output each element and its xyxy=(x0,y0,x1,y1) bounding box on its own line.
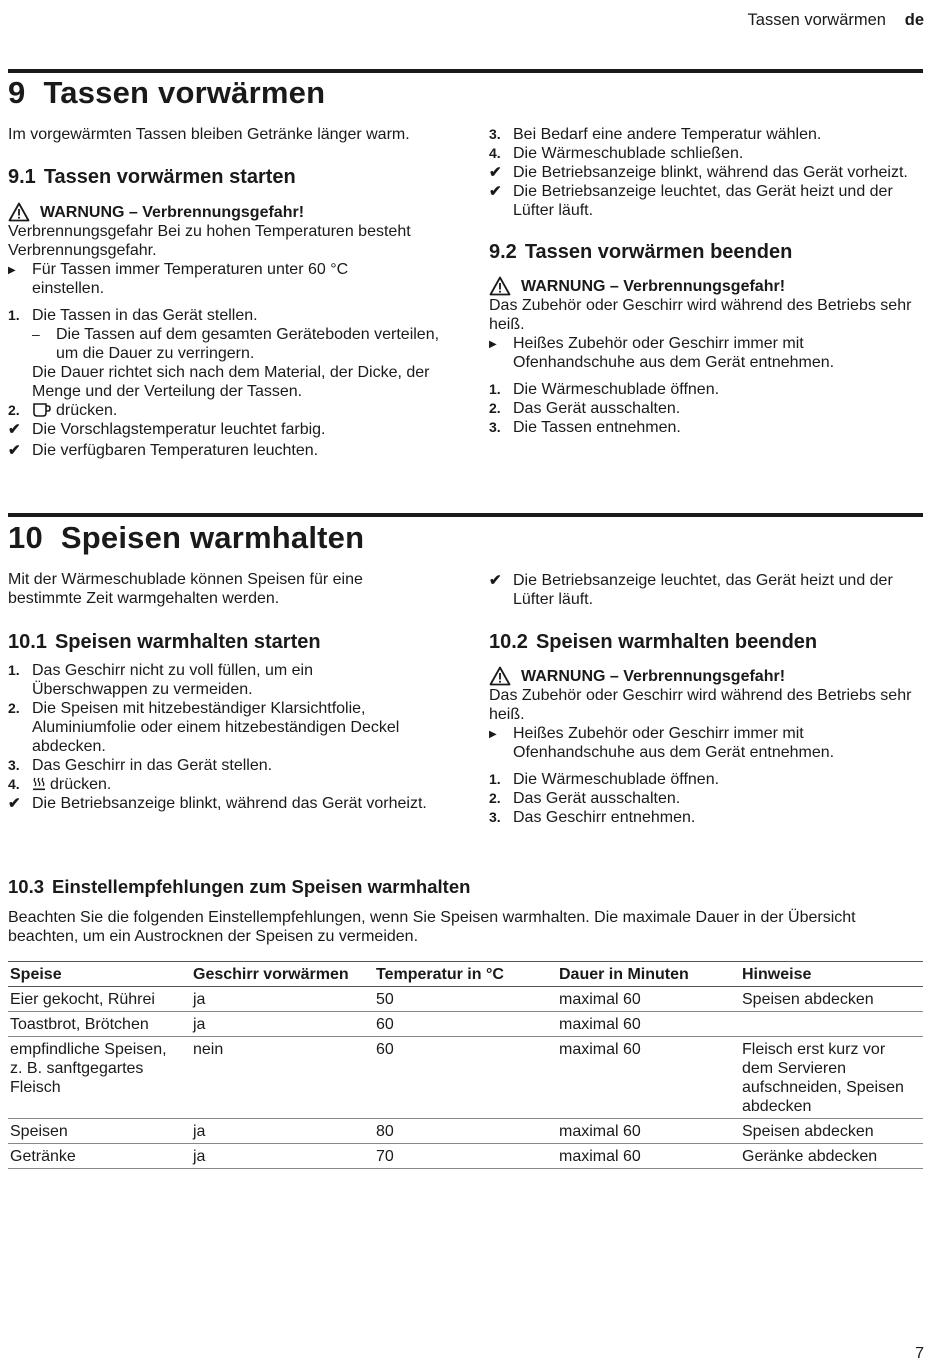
sub-step-item: – Die Tassen auf dem gesamten Geräteboden verteilen, um die Dauer zu verringern. xyxy=(32,326,440,362)
table-row xyxy=(8,1119,923,1144)
section-9-1-heading: 9.1 Tassen vorwärmen starten xyxy=(8,166,296,188)
hint-item: ▶ Heißes Zubehör oder Geschirr immer mit Ofenhandschuhe aus dem Gerät entnehmen. xyxy=(489,335,835,371)
step-item: 3. Das Geschirr in das Gerät stellen. xyxy=(8,757,273,774)
table-cell: nein xyxy=(191,1037,374,1119)
table-cell: 70 xyxy=(374,1144,557,1169)
table-cell: empfindliche Speisen, z. B. sanftgegartes Fleisch xyxy=(8,1037,191,1119)
table-cell: 80 xyxy=(374,1119,557,1144)
warning-text: Verbrennungsgefahr Bei zu hohen Temperaturen besteht Verbrennungsgefahr. xyxy=(8,223,411,259)
section-9-heading: 9 Tassen vorwärmen xyxy=(8,75,326,110)
table-cell: Eier gekocht, Rührei xyxy=(8,987,191,1012)
section-rule xyxy=(8,69,923,73)
step-item: 3. Die Tassen entnehmen. xyxy=(489,419,681,436)
step-item: 2. drücken. xyxy=(8,402,118,419)
table-cell: Speisen abdecken xyxy=(740,987,923,1012)
plate-warming-icon xyxy=(32,776,46,792)
table-cell: ja xyxy=(191,1144,374,1169)
language-code: de xyxy=(904,11,924,29)
step-item: 1. Die Wärmeschublade öffnen. xyxy=(489,381,720,398)
warning-heading: WARNUNG – Verbrennungsgefahr! xyxy=(489,276,927,296)
warning-text: Das Zubehör oder Geschirr wird während des Betriebs sehr heiß. xyxy=(489,687,912,723)
column-header: Geschirr vorwärmen xyxy=(191,962,374,987)
table-cell: Speisen abdecken xyxy=(740,1119,923,1144)
table-cell: Geränke abdecken xyxy=(740,1144,923,1169)
page-number: 7 xyxy=(915,1345,924,1362)
step-item: 1. Das Geschirr nicht zu voll füllen, um ein Überschwappen zu vermeiden. xyxy=(8,662,313,698)
column-header: Temperatur in °C xyxy=(374,962,557,987)
table-cell: 60 xyxy=(374,1037,557,1119)
warning-triangle-icon xyxy=(489,276,511,296)
step-item: 3. Das Geschirr entnehmen. xyxy=(489,809,696,826)
step-item: 2. Das Gerät ausschalten. xyxy=(489,790,681,807)
step-item: 4. Die Wärmeschublade schließen. xyxy=(489,145,744,162)
step-item: 1. Die Wärmeschublade öffnen. xyxy=(489,771,720,788)
step-item: 3. Bei Bedarf eine andere Temperatur wählen. xyxy=(489,126,822,143)
step-item: 2. Das Gerät ausschalten. xyxy=(489,400,681,417)
result-item: ✔ Die Betriebsanzeige blinkt, während das Gerät vorheizt. xyxy=(8,795,427,812)
result-item: ✔ Die Betriebsanzeige leuchtet, das Gerät heizt und der Lüfter läuft. xyxy=(489,572,893,608)
table-cell: Getränke xyxy=(8,1144,191,1169)
section-10-3 xyxy=(8,875,923,1169)
hint-item: ▶ Für Tassen immer Temperaturen unter 60 °C einstellen. xyxy=(8,261,349,297)
warning-heading: WARNUNG – Verbrennungsgefahr! xyxy=(489,666,927,686)
section-rule xyxy=(8,513,923,517)
section-10-2-heading: 10.2 Speisen warmhalten beenden xyxy=(489,631,818,653)
settings-table xyxy=(8,961,923,1169)
section-10-right-column xyxy=(489,571,927,827)
table-cell: maximal 60 xyxy=(557,987,740,1012)
running-header-title: Tassen vorwärmen xyxy=(747,11,886,29)
table-row xyxy=(8,1012,923,1037)
warning-triangle-icon xyxy=(489,666,511,686)
warning-text: Das Zubehör oder Geschirr wird während des Betriebs sehr heiß. xyxy=(489,297,912,333)
table-cell: maximal 60 xyxy=(557,1012,740,1037)
table-cell: Speisen xyxy=(8,1119,191,1144)
table-row xyxy=(8,1037,923,1119)
table-row xyxy=(8,987,923,1012)
table-cell: ja xyxy=(191,987,374,1012)
table-header-row xyxy=(8,962,923,987)
hint-item: ▶ Heißes Zubehör oder Geschirr immer mit Ofenhandschuhe aus dem Gerät entnehmen. xyxy=(489,725,835,761)
table-cell: 50 xyxy=(374,987,557,1012)
section-10-left-column xyxy=(8,570,448,813)
section-9-2-heading: 9.2 Tassen vorwärmen beenden xyxy=(489,241,793,263)
step-item: 1. Die Tassen in das Gerät stellen. xyxy=(8,307,258,324)
section-10-1-heading: 10.1 Speisen warmhalten starten xyxy=(8,631,321,653)
step-item: 4. drücken. xyxy=(8,776,112,793)
step-note: Die Dauer richtet sich nach dem Material, der Dicke, der Menge und der Verteilung der Tassen. xyxy=(32,364,430,400)
table-cell: ja xyxy=(191,1119,374,1144)
section-10-intro: Mit der Wärmeschublade können Speisen für eine bestimmte Zeit warmgehalten werden. xyxy=(8,571,363,607)
table-row xyxy=(8,1144,923,1169)
section-10-heading: 10 Speisen warmhalten xyxy=(8,520,365,555)
section-9-left-column xyxy=(8,125,448,460)
section-9-right-column xyxy=(489,125,927,437)
table-cell: maximal 60 xyxy=(557,1119,740,1144)
table-cell: 60 xyxy=(374,1012,557,1037)
result-item: ✔ Die verfügbaren Temperaturen leuchten. xyxy=(8,442,319,459)
table-cell xyxy=(740,1012,923,1037)
step-item: 2. Die Speisen mit hitzebeständiger Klarsichtfolie, Aluminiumfolie oder einem hitzebeständigen Deckel abdecken. xyxy=(8,700,400,755)
table-cell: Toastbrot, Brötchen xyxy=(8,1012,191,1037)
column-header: Speise xyxy=(8,962,191,987)
cup-icon xyxy=(32,402,52,418)
table-cell: maximal 60 xyxy=(557,1037,740,1119)
table-cell: ja xyxy=(191,1012,374,1037)
section-10-3-heading: 10.3 Einstellempfehlungen zum Speisen warmhalten xyxy=(8,876,471,897)
result-item: ✔ Die Betriebsanzeige leuchtet, das Gerät heizt und der Lüfter läuft. xyxy=(489,183,893,219)
column-header: Dauer in Minuten xyxy=(557,962,740,987)
warning-triangle-icon xyxy=(8,202,30,222)
table-cell: Fleisch erst kurz vor dem Servieren aufschneiden, Speisen abdecken xyxy=(740,1037,923,1119)
section-9-intro: Im vorgewärmten Tassen bleiben Getränke länger warm. xyxy=(8,126,410,143)
result-item: ✔ Die Vorschlagstemperatur leuchtet farbig. xyxy=(8,421,326,438)
column-header: Hinweise xyxy=(740,962,923,987)
warning-heading: WARNUNG – Verbrennungsgefahr! xyxy=(8,202,448,222)
table-cell: maximal 60 xyxy=(557,1144,740,1169)
result-item: ✔ Die Betriebsanzeige blinkt, während das Gerät vorheizt. xyxy=(489,164,908,181)
section-10-3-intro: Beachten Sie die folgenden Einstellempfehlungen, wenn Sie Speisen warmhalten. Die maximale Dauer in der Übersicht beachten, um ein Austrocknen der Speisen zu vermeiden. xyxy=(8,909,856,945)
